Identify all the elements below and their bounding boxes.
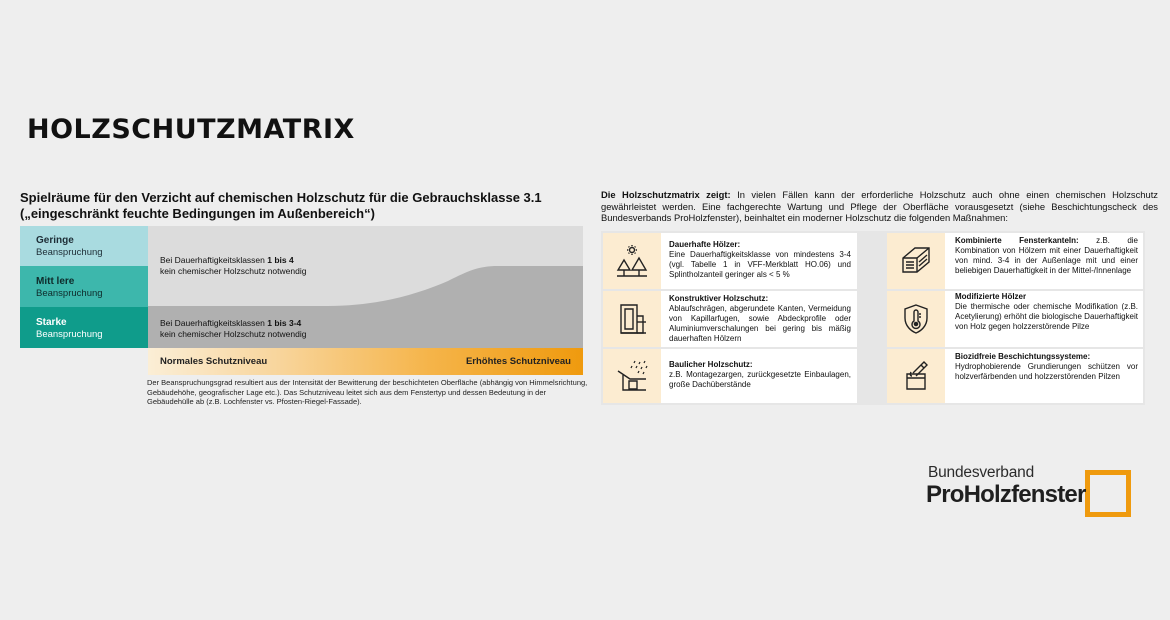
zone-lower-bold: 1 bis 3-4 (267, 318, 302, 328)
measure-text-2 (669, 294, 851, 344)
protection-scale (148, 348, 583, 375)
level-low-sub: Beanspruchung (36, 247, 103, 258)
measure-desc-5: Die thermische oder chemische Modifikation (z.B. Acetylierung) erhöht die biologische Dauerhaftigkeit von Holz gegen holzzerstörende Pilze (955, 302, 1138, 331)
measure-desc-4: z.B. die Kombination von Hölzern mit einer Dauerhaftigkeit von mind. 3-4 in der Außenlage mit und einer beliebigen Dauerhaftigkeit in der Mittel-/Innenlage (955, 236, 1139, 275)
page-title: HOLZSCHUTZMATRIX (27, 114, 355, 145)
trees-sun-icon (603, 233, 661, 289)
measure-text-3 (669, 360, 851, 390)
measures-grid (601, 231, 1145, 405)
matrix-heading-line2: („eingeschränkt feuchte Bedingungen im Außenbereich“) (20, 206, 375, 221)
measure-title-3: Baulicher Holzschutz: (669, 360, 753, 369)
logo-line1: Bundesverband (928, 464, 1034, 481)
measure-desc-3: z.B. Montagezargen, zurückgesetzte Einbaulagen, große Dachüberstände (669, 370, 851, 389)
shield-thermometer-icon (887, 291, 945, 347)
logo-frame (1085, 470, 1131, 517)
stress-levels (20, 226, 148, 348)
intro-text: In vielen Fällen kann der erforderliche Holzschutz auch ohne einen chemischen Holzschutz gewährleistet werden. Eine fachgerechte Wartung und Pflege der Oberfläche vorausgesetzt (siehe Beschichtungscheck des Bundesverbands ProHolzfenster), beinhaltet ein moderner Holzschutz die folgenden Maßnahmen: (601, 189, 1158, 223)
measure-desc-2: Ablaufschrägen, abgerundete Kanten, Vermeidung von Kapillarfugen, sowie Abdeckprofile oder Aluminiumverschalungen bei gering bis mäßig dauerhaften Hölzern (669, 304, 851, 343)
zone-lower-text (160, 318, 306, 340)
measure-text-6 (955, 352, 1138, 382)
level-medium-name: Mitt lere (36, 276, 75, 287)
level-high (20, 307, 148, 348)
zone-upper-text (160, 255, 306, 277)
measure-desc-6: Hydrophobierende Grundierungen schützen vor holzverfärbenden und holzzerstörenden Pilzen (955, 362, 1138, 381)
roof-rain-icon (603, 349, 661, 403)
paint-bucket-brush-icon (887, 349, 945, 403)
scale-high-label: Erhöhtes Schutzniveau (465, 356, 571, 367)
matrix-footnote: Der Beanspruchungsgrad resultiert aus der Intensität der Bewitterung der beschichteten Oberfläche (abhängig von Himmelsrichtung, Gebäudehöhe, geografischer Lage etc.). Das Schutzniveau leitet sich aus dem Fenstertyp und dessen Bedeutung in der Gebäudehülle ab (z.B. Lochfenster vs. Pfosten-Riegel-Fassade). (147, 378, 588, 406)
level-medium (20, 266, 148, 307)
zone-upper-line2: kein chemischer Holzschutz notwendig (160, 266, 307, 276)
matrix-heading-line1: Spielräume für den Verzicht auf chemischen Holzschutz für die Gebrauchsklasse 3.1 (20, 190, 542, 205)
matrix-heading (20, 190, 595, 222)
level-high-name: Starke (36, 317, 67, 328)
measure-title-5: Modifizierte Hölzer (955, 292, 1027, 301)
zone-lower-prefix: Bei Dauerhaftigkeitsklassen (160, 318, 268, 328)
zone-upper-prefix: Bei Dauerhaftigkeitsklassen (160, 255, 268, 265)
level-low-name: Geringe (36, 235, 74, 246)
intro-paragraph (601, 189, 1158, 224)
measure-text-1 (669, 240, 851, 280)
level-low (20, 226, 148, 266)
measure-title-4: Kombinierte Fensterkanteln: (955, 236, 1079, 245)
wood-beam-icon (887, 233, 945, 289)
measure-text-5 (955, 292, 1138, 332)
measure-text-4 (955, 236, 1138, 276)
brand-logo (926, 464, 1136, 522)
window-profile-icon (603, 291, 661, 347)
level-high-sub: Beanspruchung (36, 329, 103, 340)
measure-title-2: Konstruktiver Holzschutz: (669, 294, 769, 303)
scale-normal-label: Normales Schutzniveau (160, 356, 268, 367)
logo-line2: ProHolzfenster (926, 481, 1086, 508)
measure-title-6: Biozidfreie Beschichtungssysteme: (955, 352, 1091, 361)
protection-matrix (20, 226, 583, 376)
zone-upper-bold: 1 bis 4 (267, 255, 294, 265)
measure-title-1: Dauerhafte Hölzer: (669, 240, 741, 249)
zone-lower-line2: kein chemischer Holzschutz notwendig (160, 329, 307, 339)
level-medium-sub: Beanspruchung (36, 288, 103, 299)
intro-bold: Die Holzschutzmatrix zeigt: (601, 189, 731, 200)
measure-desc-1: Eine Dauerhaftigkeitsklasse von mindestens 3-4 (vgl. Tabelle 1 in VFF-Merkblatt HO.06) und Splintholzanteil geringer als < 5 % (669, 250, 851, 279)
